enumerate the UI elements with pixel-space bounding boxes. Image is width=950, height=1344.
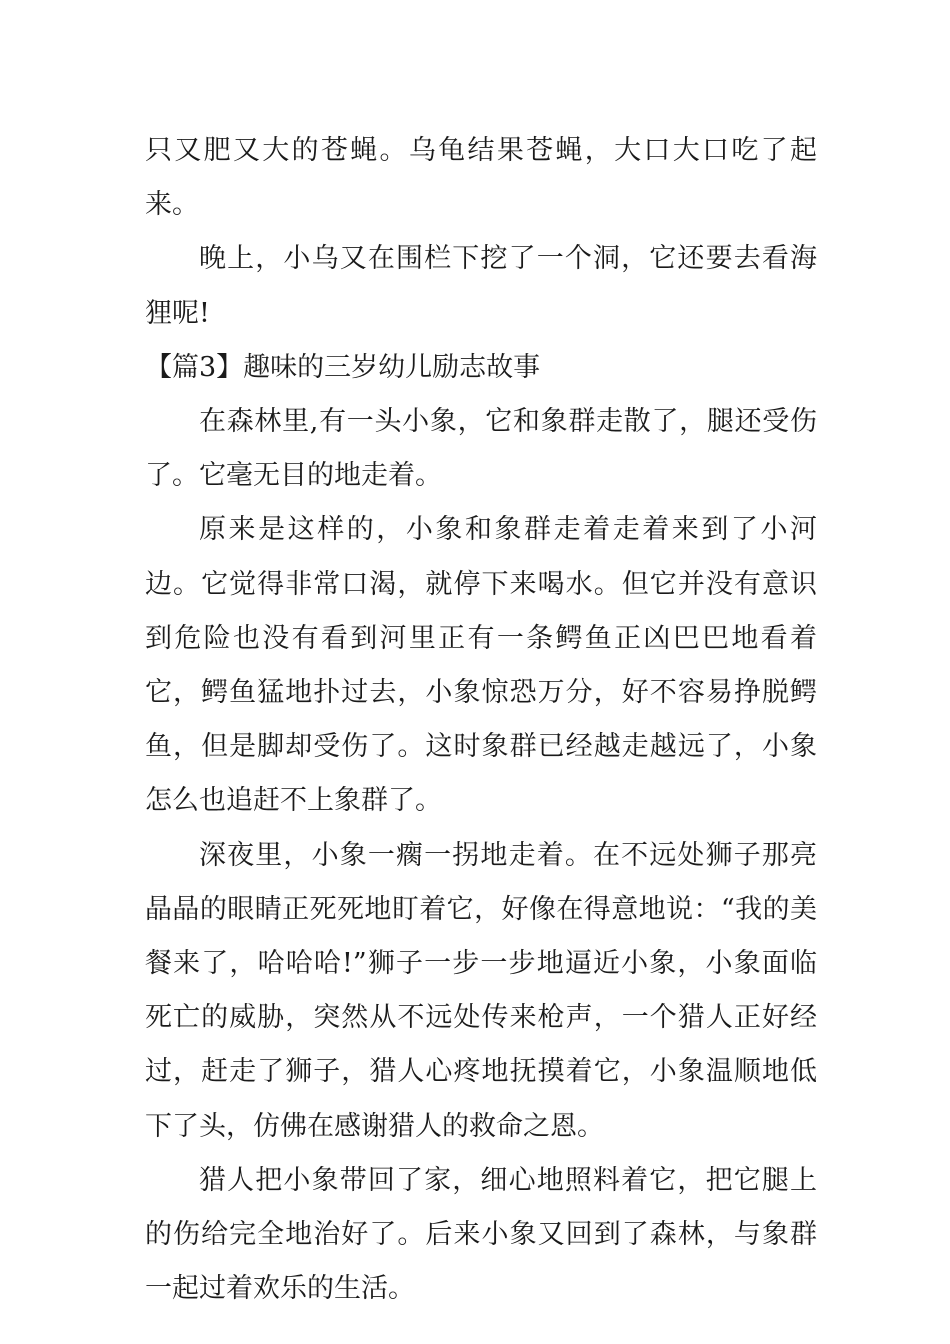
paragraph-hunter: 猎人把小象带回了家，细心地照料着它，把它腿上的伤给完全地治好了。后来小象又回到了森林，与象群一起过着欢乐的生活。	[145, 1164, 817, 1305]
section-heading: 【篇3】趣味的三岁幼儿励志故事	[145, 351, 541, 383]
document-body	[145, 124, 817, 1316]
paragraph-river: 原来是这样的，小象和象群走着走着来到了小河边。它觉得非常口渴，就停下来喝水。但它并没有意识到危险也没有看到河里正有一条鳄鱼正凶巴巴地看着它，鳄鱼猛地扑过去，小象惊恐万分，好不容易挣脱鳄鱼，但是脚却受伤了。这时象群已经越走越远了，小象怎么也追赶不上象群了。	[145, 514, 817, 817]
paragraph-night: 深夜里，小象一瘸一拐地走着。在不远处狮子那亮晶晶的眼睛正死死地盯着它，好像在得意地说：“我的美餐来了，哈哈哈!”狮子一步一步地逼近小象，小象面临死亡的威胁，突然从不远处传来枪声，一个猎人正好经过，赶走了狮子，猎人心疼地抚摸着它，小象温顺地低下了头，仿佛在感谢猎人的救命之恩。	[145, 839, 817, 1142]
paragraph-continuation: 只又肥又大的苍蝇。乌龟结果苍蝇，大口大口吃了起来。	[145, 135, 817, 221]
paragraph-forest: 在森林里,有一头小象，它和象群走散了，腿还受伤了。它毫无目的地走着。	[145, 406, 817, 492]
paragraph-evening: 晚上，小乌又在围栏下挖了一个洞，它还要去看海狸呢!	[145, 243, 817, 329]
